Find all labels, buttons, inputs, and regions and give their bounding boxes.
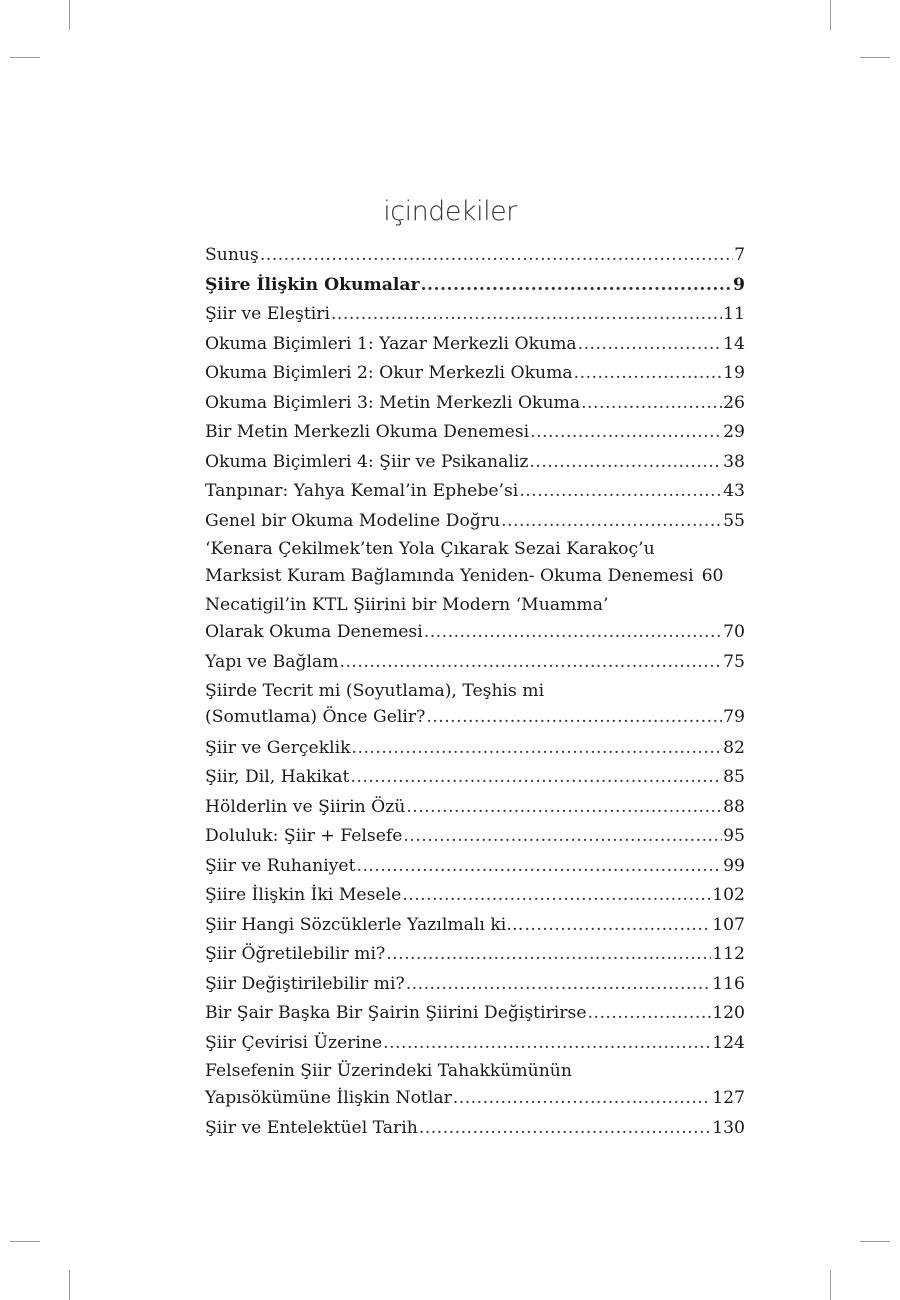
toc-entry-row xyxy=(205,359,745,389)
toc-entry-title: Hölderlin ve Şiirin Özü xyxy=(205,796,406,817)
toc-entry-page-number: 95 xyxy=(723,826,745,846)
dot-leader xyxy=(424,619,722,646)
toc-entry xyxy=(205,734,745,764)
dot-leader xyxy=(588,999,712,1029)
toc-entry xyxy=(205,300,745,330)
toc-entry-title: Okuma Biçimleri 4: Şiir ve Psikanaliz xyxy=(205,451,529,472)
toc-entry-page-number: 60 xyxy=(701,565,724,586)
toc-entry-title: Marksist Kuram Bağlamında Yeniden- Okuma Denemesi xyxy=(205,565,694,586)
toc-entry-title: Tanpınar: Yahya Kemal’in Ephebe’si xyxy=(205,481,519,501)
toc-entry-page-number: 7 xyxy=(734,245,745,265)
toc-entry-row xyxy=(205,448,745,478)
table-of-contents xyxy=(205,241,745,1144)
toc-entry-title: Şiir Değiştirilebilir mi? xyxy=(205,973,405,994)
toc-entry-row xyxy=(205,648,745,678)
page-title: içindekiler xyxy=(383,196,517,227)
toc-entry-row xyxy=(205,477,745,507)
toc-entry-title: Şiir ve Entelektüel Tarih xyxy=(205,1118,418,1138)
toc-entry xyxy=(205,648,745,678)
toc-entry-page-number: 112 xyxy=(712,944,745,964)
toc-entry-title: Şiir, Dil, Hakikat xyxy=(205,767,350,787)
toc-entry xyxy=(205,970,745,1000)
toc-entry-page-number: 130 xyxy=(712,1118,745,1138)
toc-entry-page-number: 26 xyxy=(723,392,745,413)
toc-entry-row xyxy=(205,389,745,419)
toc-entry-row xyxy=(205,734,745,764)
toc-entry-row xyxy=(205,793,745,823)
crop-mark-left-top xyxy=(10,57,40,58)
toc-entry xyxy=(205,359,745,389)
toc-entry-page-number: 120 xyxy=(712,1003,745,1023)
toc-entry-page-number: 127 xyxy=(712,1087,745,1108)
toc-entry-page-number: 14 xyxy=(723,333,745,354)
dot-leader xyxy=(403,822,722,852)
toc-entry-page-number: 9 xyxy=(733,274,745,295)
toc-entry xyxy=(205,1029,745,1059)
toc-entry-page-number: 88 xyxy=(723,796,745,817)
toc-entry-title-line1: ‘Kenara Çekilmek’ten Yola Çıkarak Sezai Karakoç’u xyxy=(205,539,655,559)
toc-entry xyxy=(205,793,745,823)
toc-entry-row xyxy=(205,1029,745,1059)
toc-entry-title: Sunuş xyxy=(205,245,259,265)
toc-entry-title: Okuma Biçimleri 3: Metin Merkezli Okuma xyxy=(205,392,581,413)
dot-leader xyxy=(519,477,722,507)
dot-leader xyxy=(383,1029,711,1059)
toc-entry-row xyxy=(205,940,745,970)
toc-entry-page-number: 102 xyxy=(712,885,745,905)
dot-leader xyxy=(524,911,711,941)
toc-entry-row xyxy=(205,418,745,448)
toc-entry-row xyxy=(205,241,745,271)
toc-entry xyxy=(205,1058,745,1111)
toc-entry-page-number: 124 xyxy=(712,1032,745,1053)
toc-entry-row xyxy=(205,563,745,590)
toc-entry-title: Şiir Çevirisi Üzerine xyxy=(205,1032,383,1053)
toc-entry-row xyxy=(205,1114,745,1144)
dot-leader xyxy=(402,881,711,911)
dot-leader xyxy=(419,1114,711,1144)
toc-entry xyxy=(205,536,745,589)
crop-mark-right-bottom xyxy=(860,1241,890,1242)
toc-entry-title: Şiir Hangi Sözcüklerle Yazılmalı ki… xyxy=(205,914,524,935)
toc-entry xyxy=(205,592,745,645)
toc-entry xyxy=(205,763,745,793)
toc-entry xyxy=(205,1114,745,1144)
toc-entry-page-number: 38 xyxy=(723,451,745,472)
toc-entry-row xyxy=(205,300,745,330)
dot-leader xyxy=(578,330,723,360)
crop-mark-right-top xyxy=(860,57,890,58)
dot-leader xyxy=(581,389,722,419)
toc-entry-row xyxy=(205,619,745,646)
toc-entry-page-number: 79 xyxy=(723,707,745,727)
toc-entry-title: Bir Metin Merkezli Okuma Denemesi xyxy=(205,422,530,442)
toc-entry-title: Şiir ve Ruhaniyet xyxy=(205,855,356,876)
crop-mark-top-left xyxy=(69,0,70,30)
dot-leader xyxy=(529,448,722,478)
toc-entry xyxy=(205,678,745,731)
toc-entry-title: Okuma Biçimleri 1: Yazar Merkezli Okuma xyxy=(205,333,577,354)
toc-entry xyxy=(205,911,745,941)
toc-entry-title: Şiir Öğretilebilir mi? xyxy=(205,944,386,964)
dot-leader xyxy=(356,852,722,882)
dot-leader xyxy=(406,793,722,823)
toc-entry-page-number: 29 xyxy=(723,422,745,442)
toc-entry-title-line1: Necatigil’in KTL Şiirini bir Modern ‘Muamma’ xyxy=(205,595,609,615)
dot-leader xyxy=(406,970,712,1000)
dot-leader xyxy=(331,300,722,330)
dot-leader xyxy=(530,418,722,448)
toc-entry-title: Şiire İlişkin Okumalar xyxy=(205,274,420,295)
toc-entry-row xyxy=(205,999,745,1029)
dot-leader xyxy=(426,704,722,731)
crop-mark-bottom-right xyxy=(830,1270,831,1300)
toc-entry xyxy=(205,881,745,911)
toc-entry-page-number: 70 xyxy=(723,621,745,642)
toc-entry-page-number: 116 xyxy=(712,973,745,994)
toc-entry-page-number: 43 xyxy=(723,481,745,501)
toc-entry xyxy=(205,822,745,852)
dot-leader xyxy=(501,507,722,537)
toc-entry-row xyxy=(205,507,745,537)
toc-entry-title-line1: Şiirde Tecrit mi (Soyutlama), Teşhis mi xyxy=(205,680,545,701)
dot-leader xyxy=(340,648,723,678)
toc-entry-title: Genel bir Okuma Modeline Doğru xyxy=(205,510,501,531)
toc-entry-row xyxy=(205,881,745,911)
toc-entry-title: Şiir ve Eleştiri xyxy=(205,304,330,324)
toc-entry-title: Okuma Biçimleri 2: Okur Merkezli Okuma xyxy=(205,363,573,383)
toc-entry xyxy=(205,241,745,271)
toc-entry-page-number: 11 xyxy=(723,304,745,324)
toc-entry-title: Doluluk: Şiir + Felsefe xyxy=(205,826,403,846)
toc-entry-title: Yapı ve Bağlam xyxy=(205,652,339,672)
toc-entry-row xyxy=(205,704,745,731)
toc-entry-title: Bir Şair Başka Bir Şairin Şiirini Değiştirirse xyxy=(205,1003,587,1023)
toc-entry-page-number: 85 xyxy=(723,767,745,787)
toc-entry xyxy=(205,448,745,478)
toc-entry-page-number: 55 xyxy=(723,510,745,531)
toc-entry xyxy=(205,477,745,507)
toc-entry-title-line1: Felsefenin Şiir Üzerindeki Tahakkümünün xyxy=(205,1061,572,1081)
toc-entry-title: (Somutlama) Önce Gelir? xyxy=(205,707,426,727)
toc-entry xyxy=(205,852,745,882)
dot-leader xyxy=(352,734,723,764)
toc-entry xyxy=(205,940,745,970)
dot-leader xyxy=(574,359,722,389)
dot-leader xyxy=(260,241,733,271)
toc-entry-row xyxy=(205,852,745,882)
toc-entry-row xyxy=(205,970,745,1000)
toc-entry-page-number: 75 xyxy=(723,652,745,672)
toc-entry-row xyxy=(205,271,745,301)
toc-entry-row xyxy=(205,763,745,793)
toc-entry-page-number: 99 xyxy=(723,855,745,876)
toc-entry-page-number: 107 xyxy=(712,914,745,935)
toc-entry-title: Olarak Okuma Denemesi xyxy=(205,621,423,642)
crop-mark-bottom-left xyxy=(69,1270,70,1300)
toc-entry-row xyxy=(205,911,745,941)
toc-entry-row xyxy=(205,1085,745,1112)
toc-entry-row xyxy=(205,330,745,360)
toc-entry xyxy=(205,418,745,448)
crop-mark-top-right xyxy=(830,0,831,30)
toc-entry-title: Yapısökümüne İlişkin Notlar xyxy=(205,1087,452,1108)
dot-leader xyxy=(453,1085,711,1112)
crop-mark-left-bottom xyxy=(10,1241,40,1242)
toc-entry xyxy=(205,389,745,419)
toc-entry-page-number: 82 xyxy=(723,737,745,758)
toc-entry-page-number: 19 xyxy=(723,363,745,383)
dot-leader xyxy=(386,940,711,970)
toc-entry xyxy=(205,330,745,360)
dot-leader xyxy=(350,763,722,793)
toc-entry-title: Şiir ve Gerçeklik xyxy=(205,737,351,758)
toc-entry xyxy=(205,507,745,537)
toc-entry xyxy=(205,271,745,301)
toc-entry-title: Şiire İlişkin İki Mesele xyxy=(205,885,402,905)
toc-entry-row xyxy=(205,822,745,852)
dot-leader xyxy=(421,271,732,301)
toc-entry xyxy=(205,999,745,1029)
